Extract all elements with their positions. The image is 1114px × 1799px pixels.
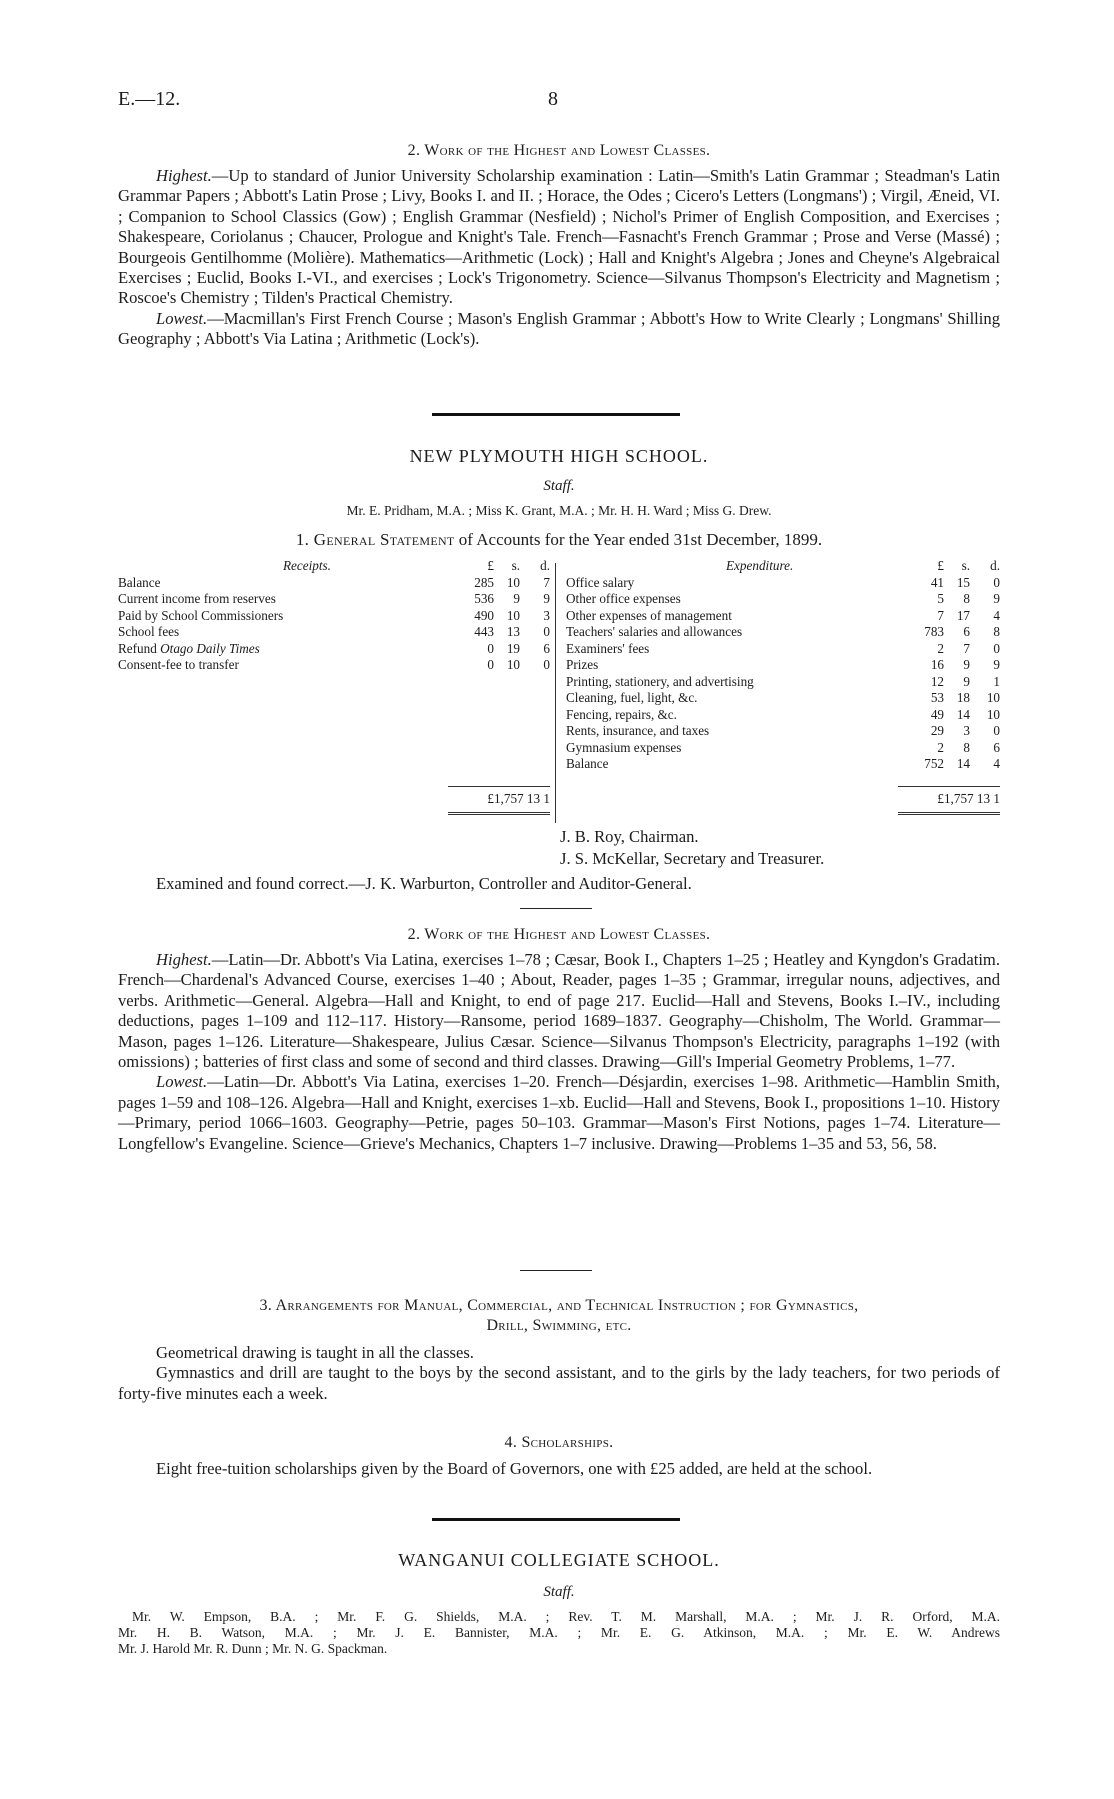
signature-secretary: J. S. McKellar, Secretary and Treasurer. bbox=[560, 849, 825, 868]
expenditure-amount-s: 14 bbox=[956, 706, 970, 722]
np-highest-paragraph bbox=[118, 950, 1000, 1072]
staff-label: Staff. bbox=[543, 478, 575, 494]
expenditure-row bbox=[566, 740, 1000, 757]
accounts-title-prefix: 1. General Statement bbox=[295, 530, 455, 549]
expenditure-row bbox=[566, 641, 1000, 658]
expenditure-row bbox=[566, 608, 1000, 625]
expenditure-amount-s: 15 bbox=[956, 574, 970, 590]
receipt-item-label bbox=[118, 575, 448, 592]
highest-paragraph bbox=[118, 166, 1000, 309]
arrangements-title-line-2: Drill, Swimming, etc. bbox=[486, 1317, 632, 1334]
label-text: School fees bbox=[118, 624, 180, 639]
wanganui-staff-label: Staff. bbox=[543, 1584, 575, 1600]
expenditure-amount-d: 9 bbox=[993, 657, 1000, 672]
expenditure-amount-d: 0 bbox=[993, 574, 1000, 590]
expenditure-row bbox=[566, 591, 1000, 608]
col-pence: d. bbox=[990, 558, 1000, 573]
receipt-amount-d: 3 bbox=[543, 607, 550, 623]
expenditure-table bbox=[566, 558, 1000, 773]
expenditure-amount-l: 752 bbox=[924, 756, 944, 771]
expenditure-total: £1,757 13 1 bbox=[937, 791, 1000, 806]
accounts-column-divider bbox=[555, 563, 556, 823]
expenditure-amount-l: 41 bbox=[930, 574, 944, 590]
expenditure-amount-s: 7 bbox=[963, 640, 970, 656]
receipt-row bbox=[118, 608, 550, 625]
receipt-amount-d: 0 bbox=[543, 657, 550, 672]
work-classes-body bbox=[118, 166, 1000, 350]
page-number: 8 bbox=[548, 88, 558, 110]
expenditure-total-double-rule bbox=[898, 812, 1000, 815]
label-text: Teachers' salaries and allowances bbox=[566, 624, 743, 639]
receipt-amount-l: 285 bbox=[474, 574, 494, 590]
expenditure-header-row bbox=[566, 558, 1000, 575]
expenditure-item-label bbox=[566, 624, 896, 641]
label-text: Printing, stationery, and advertising bbox=[566, 673, 754, 689]
short-divider bbox=[520, 1270, 592, 1271]
expenditure-amount-d: 10 bbox=[986, 706, 1000, 722]
expenditure-amount-s: 9 bbox=[963, 673, 970, 689]
receipt-amount-l: 536 bbox=[474, 591, 494, 606]
expenditure-row bbox=[566, 690, 1000, 707]
label-text: Rents, insurance, and taxes bbox=[566, 723, 710, 738]
expenditure-row bbox=[566, 657, 1000, 674]
receipt-item-label bbox=[118, 641, 448, 658]
col-shillings: s. bbox=[511, 558, 520, 573]
expenditure-item-label bbox=[566, 657, 896, 674]
receipt-amount-s: 10 bbox=[506, 607, 520, 623]
receipt-amount-l: 0 bbox=[487, 657, 494, 672]
expenditure-amount-d: 4 bbox=[993, 607, 1000, 623]
lowest-label: Lowest. bbox=[156, 308, 208, 328]
expenditure-amount-s: 17 bbox=[956, 607, 970, 623]
arrangements-body bbox=[118, 1343, 1000, 1404]
receipt-amount-l: 443 bbox=[474, 624, 494, 639]
wanganui-staff-line-2: Mr. H. B. Watson, M.A. ; Mr. J. E. Bannister, M.A. ; Mr. E. G. Atkinson, M.A. ; Mr. E. W. Andrews bbox=[118, 1625, 1000, 1640]
expenditure-amount-l: 2 bbox=[937, 739, 944, 755]
receipts-header-row bbox=[118, 558, 550, 575]
receipts-table bbox=[118, 558, 550, 674]
label-text: Refund bbox=[118, 640, 161, 656]
expenditure-amount-d: 4 bbox=[993, 756, 1000, 771]
expenditure-amount-d: 6 bbox=[993, 739, 1000, 755]
col-pence: d. bbox=[540, 558, 550, 573]
receipt-amount-s: 10 bbox=[506, 574, 520, 590]
receipts-label: Receipts. bbox=[283, 558, 331, 573]
expenditure-item-label bbox=[566, 756, 896, 773]
arrangements-title-line-1: 3. Arrangements for Manual, Commercial, and Technical Instruction ; for Gymnastics, bbox=[259, 1297, 859, 1314]
expenditure-row bbox=[566, 723, 1000, 740]
receipt-row bbox=[118, 641, 550, 658]
receipts-total-rule bbox=[448, 786, 550, 787]
label-text: Other office expenses bbox=[566, 591, 681, 606]
highest-label: Highest. bbox=[156, 166, 212, 185]
expenditure-item-label bbox=[566, 608, 896, 625]
expenditure-total-rule bbox=[898, 786, 1000, 787]
wanganui-staff-line-3: Mr. J. Harold Mr. R. Dunn ; Mr. N. G. Spackman. bbox=[118, 1641, 388, 1656]
expenditure-amount-s: 8 bbox=[963, 591, 970, 606]
expenditure-amount-s: 14 bbox=[956, 756, 970, 771]
scholarships-title: 4. Scholarships. bbox=[504, 1434, 614, 1451]
expenditure-amount-d: 9 bbox=[993, 591, 1000, 606]
page-reference: E.—12. bbox=[118, 88, 181, 110]
np-lowest-text: —Latin—Dr. Abbott's Via Latina, exercises 1–20. French—Désjardin, exercises 1–98. Arithmetic—Hamblin Smith, pages 1–59 and 108–126. Algebra—Hall and Knight, exercises 1–xb. Euclid—Hall and Stevens, Book I., propositions 1–10. History—Primary, period 1066–1603. Geography—Petrie, pages 50–103. Grammar—Mason's First Notions, pages 1–74. Literature—Longfellow's Evangeline. Science—Grieve's Mechanics, Chapters 1–7 inclusive. Drawing—Problems 1–35 and 53, 56, 58. bbox=[118, 1072, 1000, 1153]
accounts-title bbox=[118, 530, 1000, 550]
receipt-amount-d: 6 bbox=[543, 640, 550, 656]
label-text: Paid by School Commissioners bbox=[118, 607, 284, 623]
expenditure-item-label bbox=[566, 707, 896, 724]
expenditure-row bbox=[566, 707, 1000, 724]
expenditure-item-label bbox=[566, 591, 896, 608]
lowest-paragraph bbox=[118, 309, 1000, 350]
expenditure-item-label bbox=[566, 674, 896, 691]
np-lowest-label: Lowest. bbox=[156, 1072, 208, 1092]
receipt-amount-d: 7 bbox=[543, 574, 550, 590]
expenditure-amount-l: 7 bbox=[937, 607, 944, 623]
col-shillings: s. bbox=[961, 558, 970, 573]
receipt-amount-l: 490 bbox=[474, 607, 494, 623]
expenditure-amount-s: 6 bbox=[963, 624, 970, 639]
expenditure-row bbox=[566, 575, 1000, 592]
section-title-work-classes-np: 2. Work of the Highest and Lowest Classes. bbox=[407, 926, 711, 943]
expenditure-amount-s: 18 bbox=[956, 690, 970, 705]
receipts-total: £1,757 13 1 bbox=[487, 791, 550, 806]
receipt-item-label bbox=[118, 591, 448, 608]
receipt-amount-l: 0 bbox=[487, 640, 494, 656]
receipt-amount-s: 9 bbox=[513, 591, 520, 606]
expenditure-item-label bbox=[566, 575, 896, 592]
label-text: Office salary bbox=[566, 574, 635, 590]
school-title-new-plymouth: NEW PLYMOUTH HIGH SCHOOL. bbox=[409, 446, 709, 466]
expenditure-amount-l: 29 bbox=[930, 723, 944, 738]
expenditure-amount-l: 49 bbox=[930, 706, 944, 722]
col-pounds: £ bbox=[487, 558, 494, 573]
expenditure-amount-l: 53 bbox=[930, 690, 944, 705]
expenditure-row bbox=[566, 756, 1000, 773]
expenditure-amount-s: 9 bbox=[963, 657, 970, 672]
expenditure-item-label bbox=[566, 641, 896, 658]
expenditure-row bbox=[566, 624, 1000, 641]
expenditure-item-label bbox=[566, 723, 896, 740]
receipt-item-label bbox=[118, 608, 448, 625]
label-text: Examiners' fees bbox=[566, 640, 650, 656]
expenditure-amount-l: 16 bbox=[930, 657, 944, 672]
receipt-amount-s: 13 bbox=[506, 624, 520, 639]
expenditure-label: Expenditure. bbox=[726, 558, 794, 573]
expenditure-amount-l: 783 bbox=[924, 624, 944, 639]
receipt-amount-s: 10 bbox=[506, 657, 520, 672]
np-highest-label: Highest. bbox=[156, 950, 212, 969]
expenditure-amount-l: 2 bbox=[937, 640, 944, 656]
expenditure-amount-d: 10 bbox=[986, 690, 1000, 705]
scholarships-paragraph: Eight free-tuition scholarships given by the Board of Governors, one with £25 added, are held at the school. bbox=[156, 1459, 873, 1478]
receipt-row bbox=[118, 624, 550, 641]
label-text: Fencing, repairs, &c. bbox=[566, 706, 677, 722]
scholarships-body bbox=[118, 1459, 1000, 1479]
expenditure-item-label bbox=[566, 740, 896, 757]
arrangements-paragraph-1: Geometrical drawing is taught in all the classes. bbox=[156, 1343, 474, 1362]
np-highest-text: —Latin—Dr. Abbott's Via Latina, exercises 1–78 ; Cæsar, Book I., Chapters 1–25 ; Heatley and Kyngdon's Gradatim. French—Chardenal's Advanced Course, exercises 1–40 ; About, Reader, pages 1–35 ; Grammar, irregular nouns, adjectives, and verbs. Arithmetic—General. Algebra—Hall and Knight, to end of page 217. Euclid—Hall and Stevens, Books I.–IV., including deductions, pages 1–109 and 112–117. History—Ransome, period 1689–1837. Geography—Chisholm, The World. Grammar—Mason, pages 1–126. Literature—Shakespeare, Julius Cæsar. Science—Silvanus Thompson's Electricity, paragraphs 1–192 (with omissions) ; batteries of first class and some of second and third classes. Drawing—Gill's Imperial Geometry Problems, 1–77. bbox=[118, 950, 1000, 1072]
school-title-wanganui: WANGANUI COLLEGIATE SCHOOL. bbox=[398, 1550, 720, 1570]
label-text: Other expenses of management bbox=[566, 607, 732, 623]
expenditure-row bbox=[566, 674, 1000, 691]
receipt-item-label bbox=[118, 624, 448, 641]
expenditure-amount-s: 3 bbox=[963, 723, 970, 738]
expenditure-amount-l: 12 bbox=[930, 673, 944, 689]
staff-list: Mr. E. Pridham, M.A. ; Miss K. Grant, M.A. ; Mr. H. H. Ward ; Miss G. Drew. bbox=[346, 503, 772, 518]
np-lowest-paragraph bbox=[118, 1072, 1000, 1154]
receipt-row bbox=[118, 591, 550, 608]
lowest-text: —Macmillan's First French Course ; Mason's English Grammar ; Abbott's How to Write Clearly ; Longmans' Shilling Geography ; Abbott's Via Latina ; Arithmetic (Lock's). bbox=[118, 308, 1000, 349]
arrangements-paragraph-2: Gymnastics and drill are taught to the boys by the second assistant, and to the girls by the lady teachers, for two periods of forty-five minutes each a week. bbox=[118, 1363, 1000, 1403]
expenditure-amount-l: 5 bbox=[937, 591, 944, 606]
receipt-amount-d: 0 bbox=[543, 624, 550, 639]
label-italic: Otago Daily Times bbox=[160, 640, 260, 656]
expenditure-item-label bbox=[566, 690, 896, 707]
wanganui-staff-line-1: Mr. W. Empson, B.A. ; Mr. F. G. Shields, M.A. ; Rev. T. M. Marshall, M.A. ; Mr. J. R. Orford, M.A. bbox=[132, 1609, 1000, 1624]
receipt-amount-s: 19 bbox=[506, 640, 520, 656]
label-text: Prizes bbox=[566, 657, 599, 672]
label-text: Gymnasium expenses bbox=[566, 739, 682, 755]
label-text: Balance bbox=[566, 756, 609, 771]
label-text: Consent-fee to transfer bbox=[118, 657, 239, 672]
section-title-work-classes: 2. Work of the Highest and Lowest Classes. bbox=[407, 142, 711, 159]
receipt-item-label bbox=[118, 657, 448, 674]
np-work-classes-body bbox=[118, 950, 1000, 1154]
label-text: Current income from reserves bbox=[118, 591, 276, 606]
auditor-statement: Examined and found correct.—J. K. Warburton, Controller and Auditor-General. bbox=[156, 874, 692, 893]
expenditure-amount-s: 8 bbox=[963, 739, 970, 755]
receipt-amount-d: 9 bbox=[543, 591, 550, 606]
section-divider bbox=[432, 1518, 680, 1521]
col-pounds: £ bbox=[937, 558, 944, 573]
expenditure-amount-d: 8 bbox=[993, 624, 1000, 639]
label-text: Balance bbox=[118, 574, 161, 590]
section-divider bbox=[432, 413, 680, 416]
receipts-total-double-rule bbox=[448, 812, 550, 815]
highest-text: —Up to standard of Junior University Scholarship examination : Latin—Smith's Latin Grammar ; Steadman's Latin Grammar Papers ; Abbott's Latin Prose ; Livy, Books I. and II. ; Horace, the Odes ; Cicero's Letters (Longmans') ; Virgil, Æneid, VI. ; Companion to School Classics (Gow) ; English Grammar (Nesfield) ; Nichol's Primer of English Composition, and Exercises ; Shakespeare, Coriolanus ; Chaucer, Prologue and Knight's Tale. French—Fasnacht's French Grammar ; Prose and Verse (Massé) ; Bourgeois Gentilhomme (Molière). Mathematics—Arithmetic (Lock) ; Hall and Knight's Algebra ; Jones and Cheyne's Algebraical Exercises ; Euclid, Books I.-VI., and exercises ; Lock's Trigonometry. Science—Silvanus Thompson's Electricity and Magnetism ; Roscoe's Chemistry ; Tilden's Practical Chemistry. bbox=[118, 166, 1000, 308]
short-divider bbox=[520, 908, 592, 909]
accounts-title-suffix: of Accounts for the Year ended 31st December, 1899. bbox=[454, 530, 823, 549]
receipt-row bbox=[118, 575, 550, 592]
signature-chairman: J. B. Roy, Chairman. bbox=[560, 827, 699, 846]
expenditure-amount-d: 0 bbox=[993, 723, 1000, 738]
label-text: Cleaning, fuel, light, &c. bbox=[566, 690, 698, 705]
expenditure-amount-d: 1 bbox=[993, 673, 1000, 689]
receipt-row bbox=[118, 657, 550, 674]
expenditure-amount-d: 0 bbox=[993, 640, 1000, 656]
